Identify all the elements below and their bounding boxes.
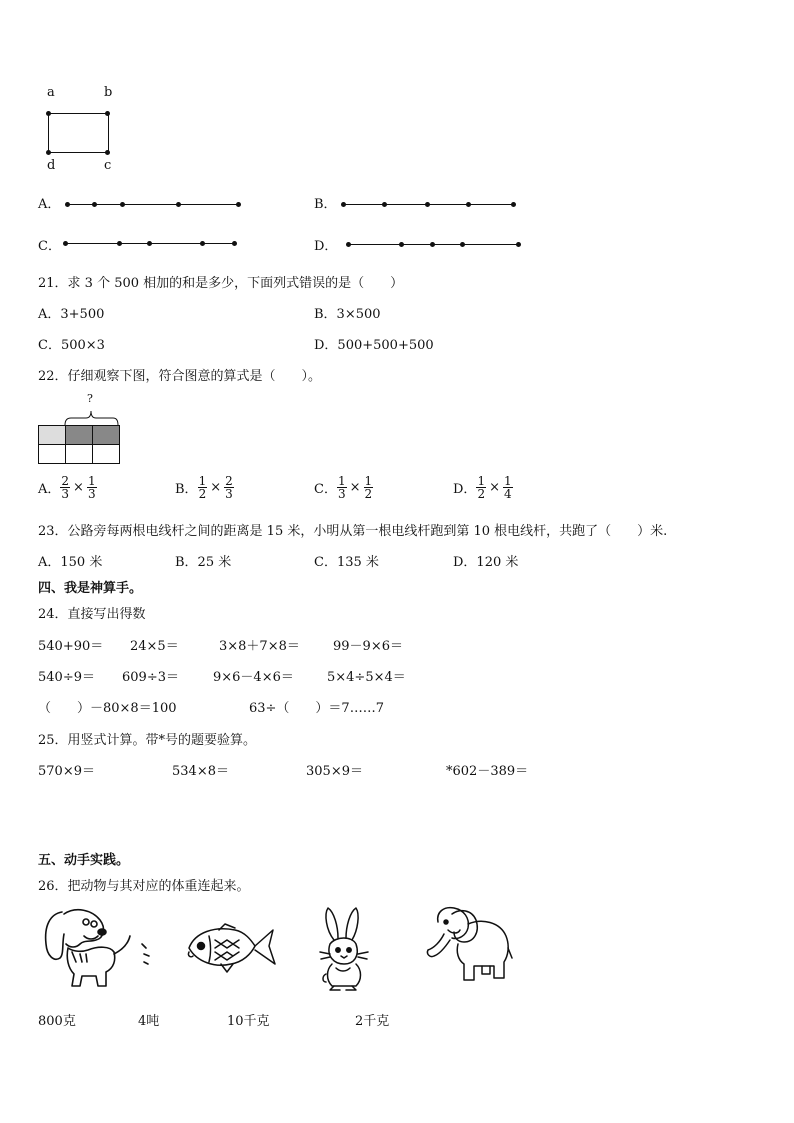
q24-item: 9×6－4×6＝ xyxy=(213,670,294,685)
q24-item: 3×8＋7×8＝ xyxy=(219,639,300,654)
q25-item: 570×9＝ xyxy=(38,764,95,779)
q24-item: 540÷9＝ xyxy=(38,670,95,685)
q21-option-b: B．3×500 xyxy=(314,307,381,322)
q22-option-b: B． $\frac{1}{2}$ × $\frac{2}{3}$ xyxy=(175,474,233,501)
q25-item: 305×9＝ xyxy=(306,764,363,779)
label-a: a xyxy=(47,85,55,100)
dog-icon xyxy=(40,904,158,992)
q26-weight: 800克 xyxy=(38,1014,76,1029)
q23-option-c: C．135 米 xyxy=(314,555,379,570)
q20-option-d-label: D． xyxy=(314,239,338,254)
point-d xyxy=(46,150,51,155)
q25-item: 534×8＝ xyxy=(172,764,229,779)
q25-question: 25．用竖式计算。带*号的题要验算。 xyxy=(38,733,257,748)
q24-item: （ ）－80×8＝100 xyxy=(38,701,177,716)
q25-item: *602－389＝ xyxy=(446,764,529,779)
q24-item: 63÷（ ）＝7……7 xyxy=(249,701,384,716)
q24-item: 609÷3＝ xyxy=(122,670,179,685)
q24-item: 540+90＝ xyxy=(38,639,104,654)
q22-option-d: D． $\frac{1}{2}$ × $\frac{1}{4}$ xyxy=(453,474,512,501)
q20-option-a-label: A． xyxy=(38,197,61,212)
q20-option-b-label: B． xyxy=(314,197,337,212)
q23-option-a: A．150 米 xyxy=(38,555,103,570)
q22-option-c: C． $\frac{1}{3}$ × $\frac{1}{2}$ xyxy=(314,474,373,501)
q26-weight: 2千克 xyxy=(355,1014,390,1029)
q22-brace-label: ? xyxy=(87,392,93,405)
label-d: d xyxy=(47,158,56,173)
label-c: c xyxy=(104,158,112,173)
q22-option-a: A． $\frac{2}{3}$ × $\frac{1}{3}$ xyxy=(38,474,96,501)
q24-item: 24×5＝ xyxy=(130,639,179,654)
q23-question: 23．公路旁每两根电线杆之间的距离是 15 米，小明从第一根电线杆跑到第 10 根电线杆，共跑了（ ）米. xyxy=(38,524,668,539)
q22-brace xyxy=(64,405,120,427)
point-b xyxy=(105,111,110,116)
label-b: b xyxy=(104,85,113,100)
q22-grid-figure xyxy=(38,425,119,463)
rabbit-icon xyxy=(316,906,372,992)
q22-question: 22．仔细观察下图，符合图意的算式是（ ）。 xyxy=(38,369,322,384)
q21-option-c: C．500×3 xyxy=(38,338,105,353)
q24-item: 99－9×6＝ xyxy=(333,639,403,654)
q21-option-d: D．500+500+500 xyxy=(314,338,434,353)
point-a xyxy=(46,111,51,116)
q26-weight: 10千克 xyxy=(227,1014,270,1029)
q21-option-a: A．3+500 xyxy=(38,307,105,322)
section-5-title: 五、动手实践。 xyxy=(38,853,130,868)
q26-weight: 4吨 xyxy=(138,1014,160,1029)
point-c xyxy=(105,150,110,155)
q24-item: 5×4÷5×4＝ xyxy=(327,670,406,685)
q26-question: 26．把动物与其对应的体重连起来。 xyxy=(38,879,250,894)
elephant-icon xyxy=(424,904,516,988)
rectangle-abcd xyxy=(48,113,109,153)
q23-option-d: D．120 米 xyxy=(453,555,519,570)
fish-icon xyxy=(185,922,279,974)
q24-question: 24．直接写出得数 xyxy=(38,607,146,622)
q21-question: 21．求 3 个 500 相加的和是多少，下面列式错误的是（ ） xyxy=(38,276,404,291)
q23-option-b: B．25 米 xyxy=(175,555,232,570)
section-4-title: 四、我是神算手。 xyxy=(38,581,143,596)
q20-option-c-label: C． xyxy=(38,239,61,254)
